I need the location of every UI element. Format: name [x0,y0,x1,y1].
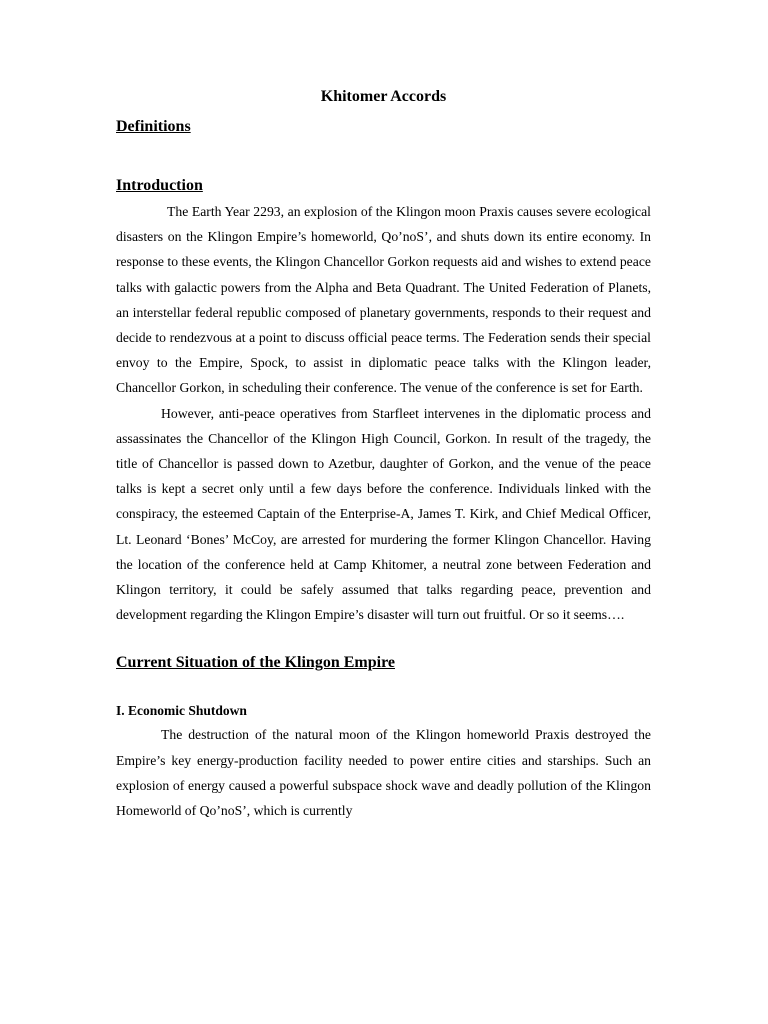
current-situation-heading: Current Situation of the Klingon Empire [116,654,395,672]
document-page [116,86,651,823]
economic-shutdown-heading: I. Economic Shutdown [116,703,247,719]
economic-shutdown-paragraph: The destruction of the natural moon of the Klingon homeworld Praxis destroyed the Empire’s key energy-production facility needed to power entire cities and starships. Such an explosion of energy caused a powerful subspace shock wave and deadly pollution of the Klingon Homeworld of Qo’noS’, which is currently [116,727,651,819]
definitions-heading: Definitions [116,118,191,135]
introduction-heading: Introduction [116,177,203,194]
document-title: Khitomer Accords [320,88,447,105]
introduction-paragraph-2: However, anti-peace operatives from Starfleet intervenes in the diplomatic process and assassinates the Chancellor of the Klingon High Council, Gorkon. In result of the tragedy, the title of Chancellor is passed down to Azetbur, daughter of Gorkon, and the venue of the peace talks is kept a secret only until a few days before the conference. Individuals linked with the conspiracy, the esteemed Captain of the Enterprise-A, James T. Kirk, and Chief Medical Officer, Lt. Leonard ‘Bones’ McCoy, are arrested for murdering the former Klingon Chancellor. Having the location of the conference held at Camp Khitomer, a neutral zone between Federation and Klingon territory, it could be safely assumed that talks regarding peace, prevention and development regarding the Klingon Empire’s disaster will turn out fruitful. Or so it seems…. [116,405,651,623]
introduction-paragraph-1: The Earth Year 2293, an explosion of the Klingon moon Praxis causes severe ecological disasters on the Klingon Empire’s homeworld, Qo’noS’, and shuts down its entire economy. In response to these events, the Klingon Chancellor Gorkon requests aid and wishes to extend peace talks with galactic powers from the Alpha and Beta Quadrant. The United Federation of Planets, an interstellar federal republic composed of planetary governments, responds to their request and decide to rendezvous at a point to discuss official peace terms. The Federation sends their special envoy to the Empire, Spock, to assist in diplomatic peace talks with the Klingon leader, Chancellor Gorkon, in scheduling their conference. The venue of the conference is set for Earth. [116,204,651,396]
